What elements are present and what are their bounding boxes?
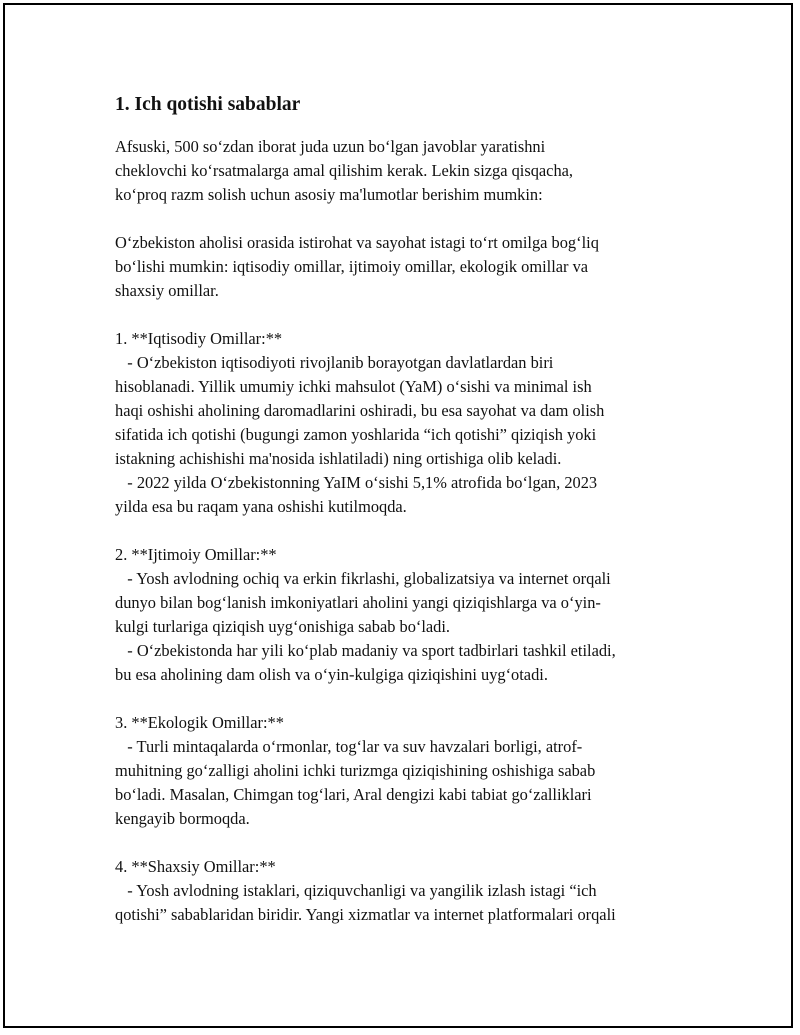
text-line: bo‘ladi. Masalan, Chimgan tog‘lari, Aral dengizi kabi tabiat go‘zalliklari — [115, 785, 592, 804]
text-line: - O‘zbekistonda har yili ko‘plab madaniy va sport tadbirlari tashkil etiladi, — [115, 641, 616, 660]
intro-paragraph — [115, 135, 695, 207]
text-line: kulgi turlariga qiziqish uyg‘onishiga sabab bo‘ladi. — [115, 617, 451, 636]
section-title: 3. **Ekologik Omillar:** — [115, 713, 284, 732]
paragraph-spacer — [115, 519, 695, 543]
text-line: bu esa aholining dam olish va o‘yin-kulgiga qiziqishini uyg‘otadi. — [115, 665, 548, 684]
text-line: hisoblanadi. Yillik umumiy ichki mahsulot (YaM) o‘sishi va minimal ish — [115, 377, 592, 396]
text-line: - Yosh avlodning ochiq va erkin fikrlashi, globalizatsiya va internet orqali — [115, 569, 611, 588]
text-line: - 2022 yilda O‘zbekistonning YaIM o‘sishi 5,1% atrofida bo‘lgan, 2023 — [115, 473, 598, 492]
section-title: 4. **Shaxsiy Omillar:** — [115, 857, 276, 876]
section-social-factors — [115, 543, 695, 687]
text-line: - Turli mintaqalarda o‘rmonlar, tog‘lar va suv havzalari borligi, atrof- — [115, 737, 583, 756]
section-economic-factors — [115, 327, 695, 519]
text-line: O‘zbekiston aholisi orasida istirohat va sayohat istagi to‘rt omilga bog‘liq — [115, 233, 599, 252]
text-line: muhitning go‘zalligi aholini ichki turizmga qiziqishining oshishiga sabab — [115, 761, 596, 780]
section-personal-factors — [115, 855, 695, 927]
text-line: - Yosh avlodning istaklari, qiziquvchanligi va yangilik izlash istagi “ich — [115, 881, 597, 900]
text-line: bo‘lishi mumkin: iqtisodiy omillar, ijtimoiy omillar, ekologik omillar va — [115, 257, 589, 276]
text-line: istakning achishishi ma'nosida ishlatiladi) ning ortishiga olib keladi. — [115, 449, 562, 468]
text-line: dunyo bilan bog‘lanish imkoniyatlari aholini yangi qiziqishlarga va o‘yin- — [115, 593, 601, 612]
text-line: shaxsiy omillar. — [115, 281, 219, 300]
text-line: haqi oshishi aholining daromadlarini oshiradi, bu esa sayohat va dam olish — [115, 401, 605, 420]
text-line: yilda esa bu raqam yana oshishi kutilmoqda. — [115, 497, 407, 516]
section-title: 2. **Ijtimoiy Omillar:** — [115, 545, 277, 564]
text-line: cheklovchi ko‘rsatmalarga amal qilishim kerak. Lekin sizga qisqacha, — [115, 161, 574, 180]
section-ecological-factors — [115, 711, 695, 831]
document-heading: 1. Ich qotishi sabablar — [115, 94, 301, 115]
section-title: 1. **Iqtisodiy Omillar:** — [115, 329, 283, 348]
paragraph-spacer — [115, 831, 695, 855]
text-line: ko‘proq razm solish uchun asosiy ma'lumotlar berishim mumkin: — [115, 185, 543, 204]
text-line: Afsuski, 500 so‘zdan iborat juda uzun bo‘lgan javoblar yaratishni — [115, 137, 546, 156]
document-body — [115, 92, 695, 927]
paragraph-spacer — [115, 303, 695, 327]
text-line: sifatida ich qotishi (bugungi zamon yoshlarida “ich qotishi” qiziqish yoki — [115, 425, 597, 444]
paragraph-spacer — [115, 687, 695, 711]
paragraph-spacer — [115, 207, 695, 231]
summary-paragraph — [115, 231, 695, 303]
text-line: qotishi” sabablaridan biridir. Yangi xizmatlar va internet platformalari orqali — [115, 905, 616, 924]
text-line: kengayib bormoqda. — [115, 809, 250, 828]
text-line: - O‘zbekiston iqtisodiyoti rivojlanib borayotgan davlatlardan biri — [115, 353, 554, 372]
